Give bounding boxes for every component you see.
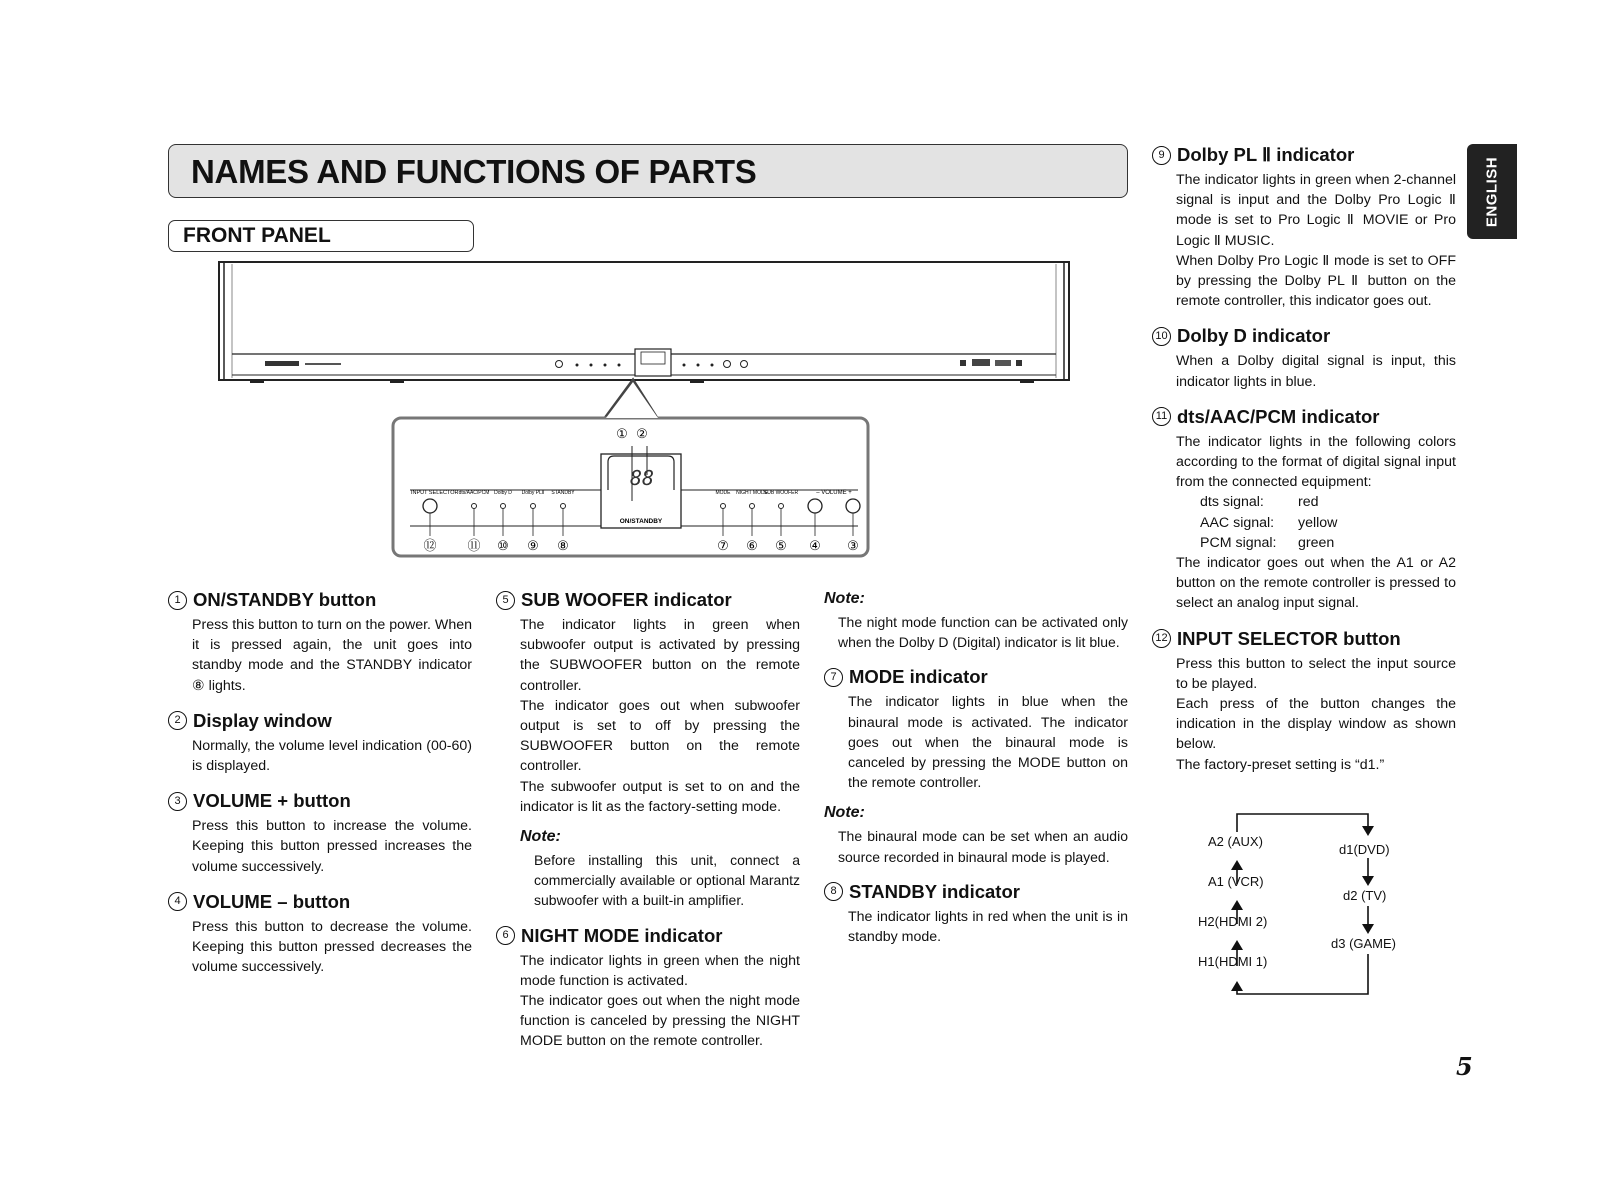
section-6-body-1: The indicator lights in green when the night mode function is activated.	[520, 952, 800, 989]
label-mode: MODE	[715, 490, 731, 496]
section-11-body-2: The indicator goes out when the A1 or A2 button on the remote controller is pressed to select an analog input signal.	[1176, 555, 1456, 612]
flow-d3: d3 (GAME)	[1331, 936, 1397, 951]
signal-row-pcm: PCM signal: green	[1200, 534, 1335, 551]
column-3	[824, 589, 1128, 947]
flow-h1: H1(HDMI 1)	[1198, 954, 1268, 969]
callout-2: ②	[636, 426, 648, 441]
column-4	[1152, 144, 1456, 775]
section-6-note-label: Note:	[824, 590, 865, 607]
section-5-note: Before installing this unit, connect a commercially available or optional Marantz subwoofer with a built-in amplifier.	[534, 852, 800, 909]
page-title-box	[168, 144, 1128, 198]
display-digits: 88	[629, 466, 655, 490]
section-11-body-1: The indicator lights in the following colors according to the format of digital signal input from the connected equipment:	[1176, 433, 1456, 491]
language-tab-label: ENGLISH	[1483, 156, 1501, 227]
section-8-body: The indicator lights in red when the unit is in standby mode.	[848, 908, 1128, 946]
callout-10: ⑩	[497, 538, 509, 553]
section-3-heading: 3 VOLUME + button	[168, 790, 472, 812]
section-9-heading: 9 Dolby PL Ⅱ indicator	[1152, 144, 1456, 166]
label-standby: STANDBY	[551, 490, 575, 496]
callout-7: ⑦	[717, 538, 729, 553]
section-subtitle-box	[168, 220, 474, 252]
section-7-heading: 7 MODE indicator	[824, 666, 1128, 688]
section-6-body-2: The indicator goes out when the night mode function is canceled by pressing the NIGHT MODE button on the remote controller.	[520, 993, 800, 1050]
flow-a2: A2 (AUX)	[1208, 834, 1263, 849]
section-4-heading: 4 VOLUME – button	[168, 891, 472, 913]
section-5-body-1: The indicator lights in green when subwoofer output is activated by pressing the SUBWOOFER button on the remote controller.	[520, 617, 800, 694]
flow-a1: A1 (VCR)	[1208, 874, 1264, 889]
label-sub-woofer: SUB WOOFER	[763, 490, 799, 496]
input-cycle-diagram	[1190, 808, 1430, 1000]
section-2-heading: 2 Display window	[168, 710, 472, 732]
callout-12: ⑫	[423, 538, 437, 553]
label-on-standby: ON/STANDBY	[619, 518, 663, 525]
section-6-heading: 6 NIGHT MODE indicator	[496, 925, 800, 947]
language-tab	[1467, 144, 1517, 239]
callout-4: ④	[809, 538, 821, 553]
section-2-body: Normally, the volume level indication (00-60) is displayed.	[192, 737, 472, 775]
callout-1: ①	[616, 426, 628, 441]
section-4-body: Press this button to decrease the volume. Keeping this button pressed decreases the volume successively.	[192, 918, 472, 976]
column-1	[168, 589, 472, 977]
section-7-note-label: Note:	[824, 804, 865, 822]
column-2	[496, 589, 800, 1052]
section-12-body-1: Press this button to select the input source to be played.	[1176, 655, 1456, 692]
section-12-body-3: The factory-preset setting is “d1.”	[1176, 756, 1385, 773]
section-3-body: Press this button to increase the volume. Keeping this button pressed increases the volume successively.	[192, 818, 472, 875]
section-7-body: The indicator lights in blue when the binaural mode is activated. The indicator goes out when the binaural mode is canceled by pressing the MODE button on the remote controller.	[848, 694, 1128, 792]
section-6-note: The night mode function can be activated only when the Dolby D (Digital) indicator is lit blue.	[838, 614, 1128, 651]
section-7-note: The binaural mode can be set when an audio source recorded in binaural mode is played.	[838, 828, 1128, 865]
flow-h2: H2(HDMI 2)	[1198, 914, 1268, 929]
section-5-body-2: The indicator goes out when subwoofer output is set to off by pressing the SUBWOOFER button on the remote controller.	[520, 697, 800, 775]
section-8-heading: 8 STANDBY indicator	[824, 881, 1128, 903]
section-9-body-2: When Dolby Pro Logic Ⅱ mode is set to OFF by pressing the Dolby PL Ⅱ button on the remote controller, this indicator goes out.	[1176, 252, 1456, 310]
callout-11: ⑪	[467, 538, 481, 553]
label-dolby-pl: Dolby PLⅡ	[521, 490, 545, 496]
section-subtitle: FRONT PANEL	[183, 224, 331, 247]
signal-row-aac: AAC signal: yellow	[1200, 514, 1338, 531]
label-volume: – VOLUME +	[816, 490, 852, 496]
callout-6: ⑥	[746, 538, 758, 553]
page-title: NAMES AND FUNCTIONS OF PARTS	[191, 153, 757, 190]
section-1-body: Press this button to turn on the power. When it is pressed again, the unit goes into standby mode and the STANDBY indicator ⑧ lights.	[192, 617, 472, 694]
callout-3: ③	[847, 538, 859, 553]
flow-d2: d2 (TV)	[1343, 888, 1387, 903]
section-5-note-label: Note:	[520, 828, 561, 846]
label-input-selector: INPUT SELECTOR	[411, 490, 459, 496]
front-panel-illustration	[210, 258, 1090, 578]
section-5-heading: 5 SUB WOOFER indicator	[496, 589, 800, 611]
section-10-heading: 10 Dolby D indicator	[1152, 325, 1456, 347]
flow-d1: d1(DVD)	[1339, 842, 1390, 857]
callout-8: ⑧	[557, 538, 569, 553]
section-11-heading: 11 dts/AAC/PCM indicator	[1152, 406, 1456, 428]
callout-9: ⑨	[527, 538, 539, 553]
unit-body	[219, 262, 1069, 383]
section-12-heading: 12 INPUT SELECTOR button	[1152, 628, 1456, 650]
section-5-body-3: The subwoofer output is set to on and the indicator is lit as the factory-setting mode.	[520, 778, 800, 815]
label-night-mode: NIGHT MODE	[736, 490, 768, 496]
section-12-body-2: Each press of the button changes the indication in the display window as shown below.	[1176, 696, 1456, 753]
section-10-body: When a Dolby digital signal is input, this indicator lights in blue.	[1176, 353, 1456, 390]
section-1-heading: 1 ON/STANDBY button	[168, 589, 472, 611]
label-dolby-d: Dolby D	[494, 490, 512, 496]
label-dts: dts/AAC/PCM	[458, 490, 490, 496]
section-9-body-1: The indicator lights in green when 2-channel signal is input and the Dolby Pro Logic Ⅱ mode is set to Pro Logic Ⅱ MOVIE or Pro Logic Ⅱ MUSIC.	[1176, 172, 1456, 249]
signal-row-dts: dts signal: red	[1200, 494, 1319, 511]
page-number: 5	[1456, 1052, 1473, 1081]
callout-5: ⑤	[775, 538, 787, 553]
